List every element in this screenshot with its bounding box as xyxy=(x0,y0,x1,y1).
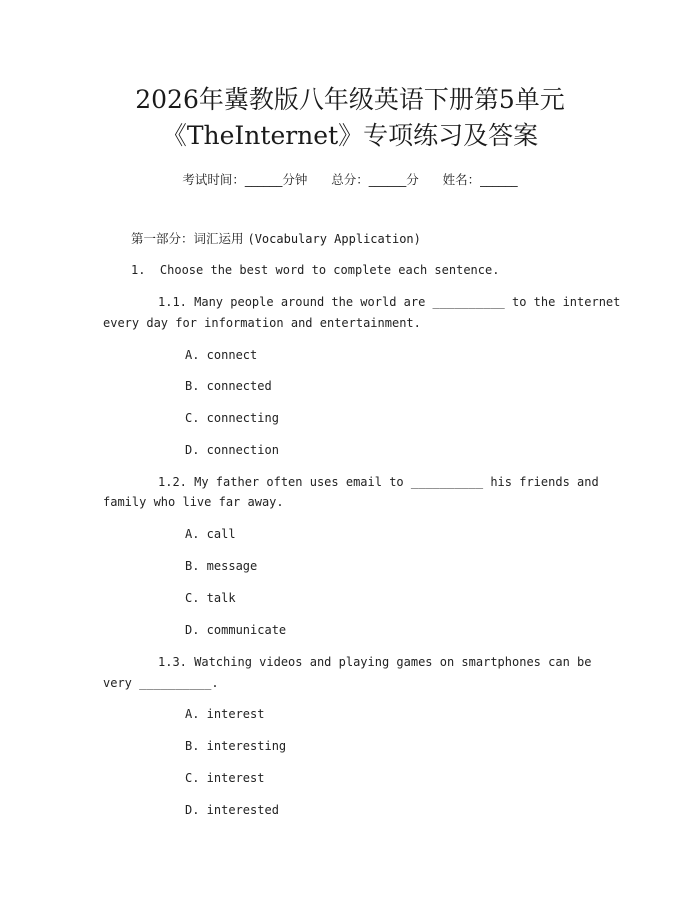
question-1-3-line-2: very __________. xyxy=(103,676,219,690)
option-1-1-a: A. connect xyxy=(185,348,258,362)
question-instruction: 1. Choose the best word to complete each sentence. xyxy=(131,263,500,277)
option-1-3-d: D. interested xyxy=(185,803,279,817)
option-1-1-c: C. connecting xyxy=(185,411,279,425)
option-1-2-a: A. call xyxy=(185,527,236,541)
question-1-1-line-1: 1.1. Many people around the world are __________ to the internet xyxy=(158,295,621,309)
option-1-2-b: B. message xyxy=(185,559,258,573)
question-1-3-line-1: 1.3. Watching videos and playing games on smartphones can be xyxy=(158,655,592,669)
question-1-2-line-2: family who live far away. xyxy=(103,495,284,509)
option-1-2-d: D. communicate xyxy=(185,623,287,637)
option-1-3-c: C. interest xyxy=(185,771,265,785)
option-1-2-c: C. talk xyxy=(185,591,236,605)
option-1-3-a: A. interest xyxy=(185,707,265,721)
section-label-en: (Vocabulary Application) xyxy=(247,232,421,246)
question-1-1-line-2: every day for information and entertainment. xyxy=(103,316,421,330)
option-1-1-b: B. connected xyxy=(185,379,272,393)
option-1-3-b: B. interesting xyxy=(185,739,287,753)
exam-info: 考试时间：______分钟 总分：______分 姓名：______ xyxy=(182,172,518,187)
section-heading xyxy=(131,229,421,249)
document-title-line-1: 2026年冀教版八年级英语下册第5单元 xyxy=(135,85,565,114)
document-title-line-2: 《TheInternet》专项练习及答案 xyxy=(161,121,539,150)
question-1-2-line-1: 1.2. My father often uses email to __________ his friends and xyxy=(158,475,599,489)
section-label-cn: 第一部分：词汇运用 xyxy=(131,231,248,246)
option-1-1-d: D. connection xyxy=(185,443,279,457)
